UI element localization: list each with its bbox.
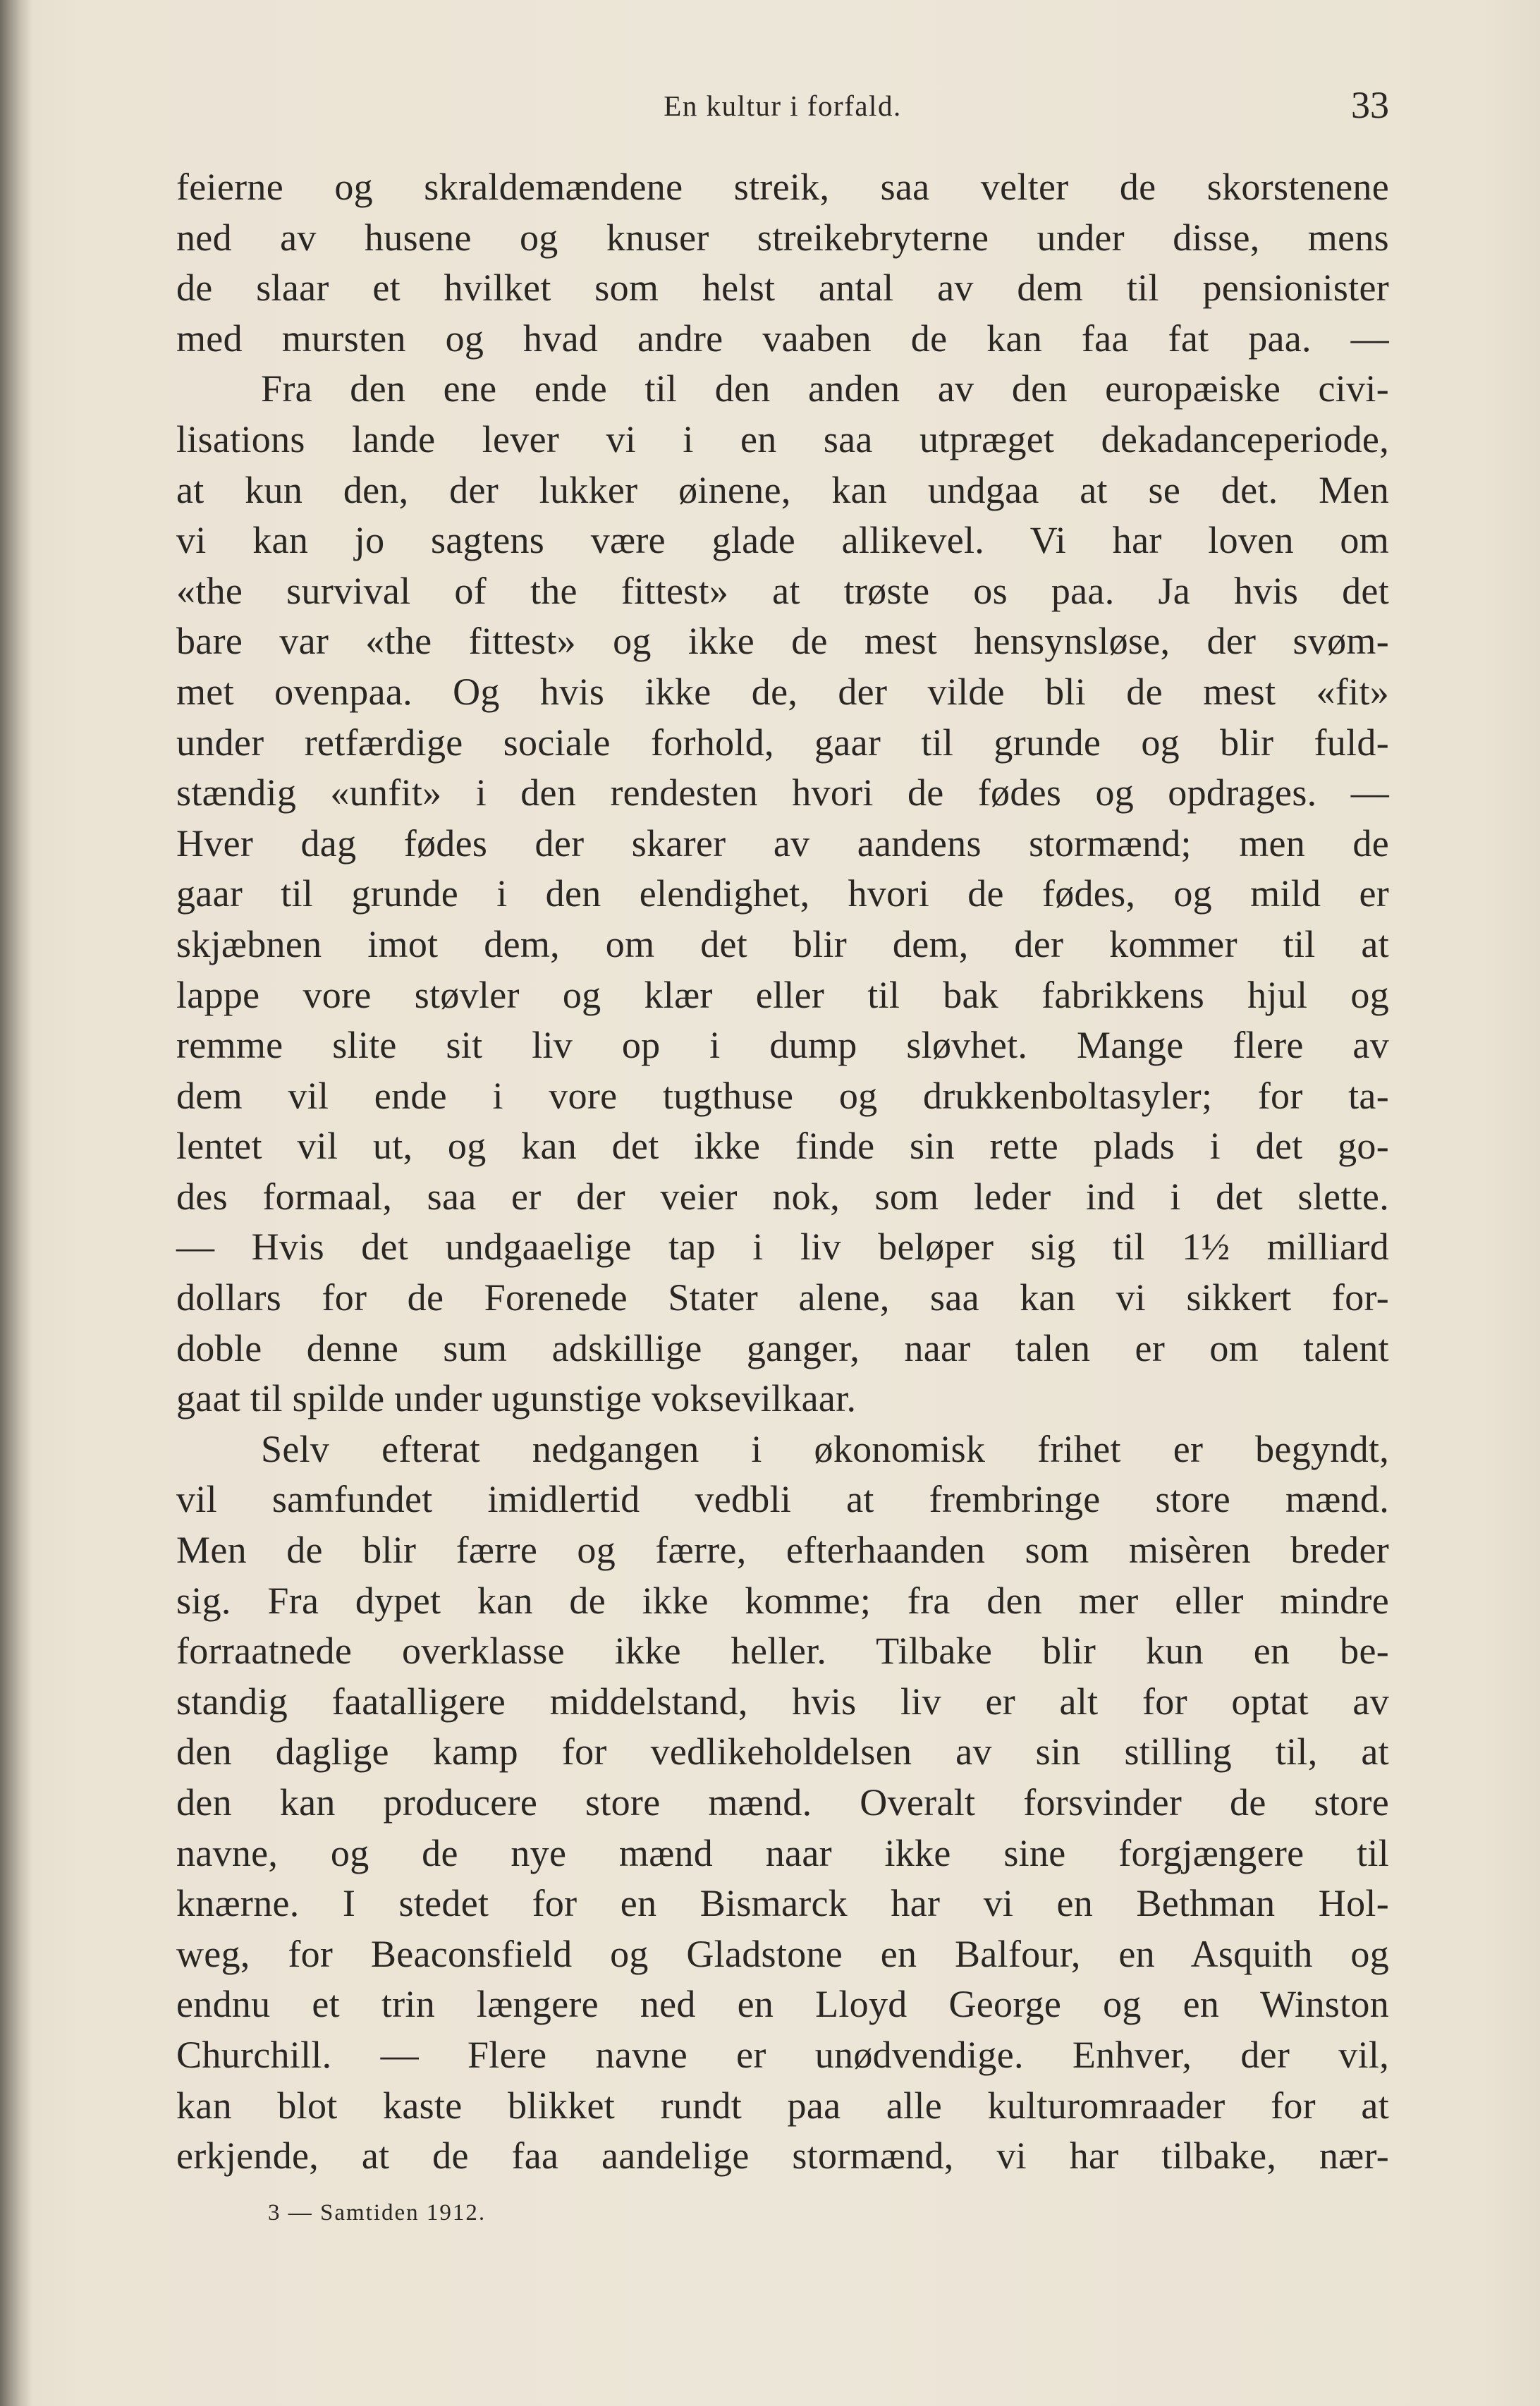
text-line: at kun den, der lukker øinene, kan undgaa at se det. Men [176, 468, 1389, 511]
text-line: des formaal, saa er der veier nok, som leder ind i det slette. [176, 1175, 1389, 1218]
text-line: lappe vore støvler og klær eller til bak fabrikkens hjul og [176, 973, 1389, 1016]
text-line: dollars for de Forenede Stater alene, saa kan vi sikkert for- [176, 1276, 1389, 1319]
text-line: Fra den ene ende til den anden av den europæiske civi- [261, 367, 1389, 410]
text-line: remme slite sit liv op i dump sløvhet. Mange flere av [176, 1024, 1389, 1067]
text-line: knærne. I stedet for en Bismarck har vi en Bethman Hol- [176, 1882, 1389, 1925]
text-line: Churchill. — Flere navne er unødvendige. Enhver, der vil, [176, 2033, 1389, 2076]
text-line: dem vil ende i vore tugthuse og drukkenboltasyler; for ta- [176, 1074, 1389, 1117]
text-line: stændig «unfit» i den rendesten hvori de fødes og opdrages. — [176, 771, 1389, 814]
text-line: lentet vil ut, og kan det ikke finde sin rette plads i det go- [176, 1125, 1389, 1168]
text-line: weg, for Beaconsfield og Gladstone en Balfour, en Asquith og [176, 1932, 1389, 1975]
text-line: navne, og de nye mænd naar ikke sine forgjængere til [176, 1831, 1389, 1874]
text-line: forraatnede overklasse ikke heller. Tilbake blir kun en be- [176, 1630, 1389, 1673]
text-line: gaat til spilde under ugunstige voksevilkaar. [176, 1377, 857, 1420]
text-line: met ovenpaa. Og hvis ikke de, der vilde bli de mest «fit» [176, 670, 1389, 713]
running-head [176, 83, 1389, 140]
text-line: sig. Fra dypet kan de ikke komme; fra den mer eller mindre [176, 1579, 1389, 1622]
text-line: feierne og skraldemændene streik, saa velter de skorstenene [176, 166, 1389, 208]
page-number: 33 [1351, 84, 1389, 126]
text-line: Men de blir færre og færre, efterhaanden som misèren breder [176, 1529, 1389, 1572]
signature-mark: 3 — Samtiden 1912. [268, 2200, 487, 2225]
text-line: ned av husene og knuser streikebryterne under disse, mens [176, 216, 1389, 259]
text-line: doble denne sum adskillige ganger, naar talen er om talent [176, 1326, 1389, 1369]
text-line: standig faatalligere middelstand, hvis liv er alt for optat av [176, 1680, 1389, 1723]
text-line: under retfærdige sociale forhold, gaar til grunde og blir fuld- [176, 721, 1389, 764]
text-line: erkjende, at de faa aandelige stormænd, vi har tilbake, nær- [176, 2135, 1389, 2178]
text-line: bare var «the fittest» og ikke de mest hensynsløse, der svøm- [176, 620, 1389, 663]
text-line: lisations lande lever vi i en saa utpræget dekadanceperiode, [176, 417, 1389, 460]
text-line: de slaar et hvilket som helst antal av dem til pensionister [176, 267, 1389, 310]
text-line: «the survival of the fittest» at trøste os paa. Ja hvis det [176, 569, 1389, 612]
text-line: endnu et trin længere ned en Lloyd George og en Winston [176, 1983, 1389, 2026]
text-line: kan blot kaste blikket rundt paa alle kulturomraader for at [176, 2084, 1389, 2127]
text-line: vil samfundet imidlertid vedbli at frembringe store mænd. [176, 1478, 1389, 1521]
book-spine-shadow [0, 0, 32, 2406]
text-line: skjæbnen imot dem, om det blir dem, der kommer til at [176, 922, 1389, 965]
text-line: den daglige kamp for vedlikeholdelsen av sin stilling til, at [176, 1730, 1389, 1773]
text-line: Hver dag fødes der skarer av aandens stormænd; men de [176, 822, 1389, 865]
text-line: med mursten og hvad andre vaaben de kan faa fat paa. — [176, 317, 1389, 360]
text-line: den kan producere store mænd. Overalt forsvinder de store [176, 1781, 1389, 1824]
text-line: Selv efterat nedgangen i økonomisk frihet er begyndt, [261, 1427, 1389, 1470]
running-title: En kultur i forfald. [664, 90, 902, 122]
text-line: — Hvis det undgaaelige tap i liv beløper sig til 1½ milliard [176, 1226, 1389, 1269]
text-line: vi kan jo sagtens være glade allikevel. Vi har loven om [176, 519, 1389, 562]
text-line: gaar til grunde i den elendighet, hvori de fødes, og mild er [176, 872, 1389, 915]
body-text [176, 162, 1389, 2182]
